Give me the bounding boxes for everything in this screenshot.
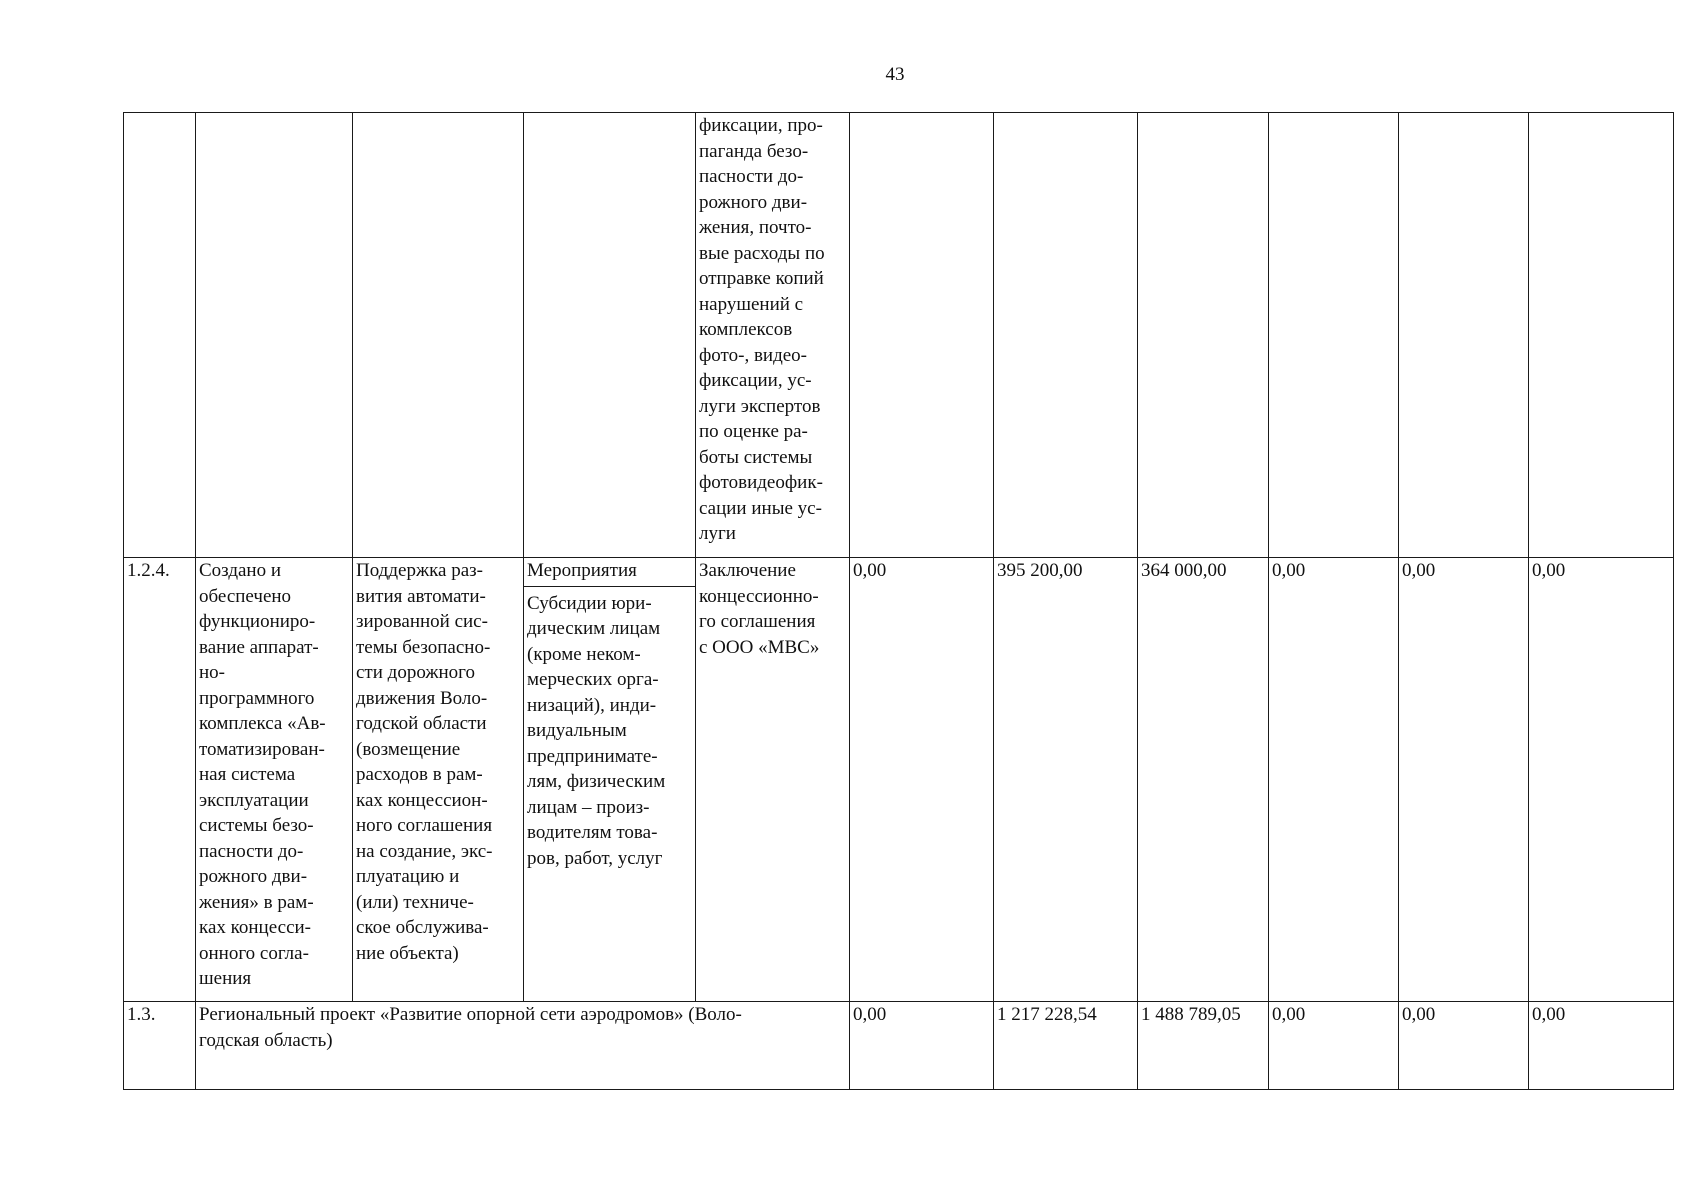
text-line: (кроме неком-	[527, 643, 641, 665]
text-line: луги экспертов	[699, 395, 821, 417]
text-line: сации иные ус-	[699, 497, 822, 519]
cell-value: 1 217 228,54	[994, 1002, 1138, 1090]
text-line: программного	[199, 687, 315, 709]
cell-value	[1138, 113, 1269, 558]
text-line: Региональный проект «Развитие опорной сети аэродромов» (Воло-	[199, 1004, 742, 1025]
cell-subtype	[527, 587, 692, 872]
table-row-continuation	[124, 113, 1674, 558]
text-line: функциониро-	[199, 611, 316, 632]
text-line: водителям това-	[527, 822, 658, 843]
cell-name	[196, 113, 353, 558]
text-line: дическим лицам	[527, 618, 661, 639]
text-line: движения Воло-	[356, 687, 488, 709]
text-line: жения, почто-	[699, 217, 812, 238]
cell-value	[1529, 113, 1674, 558]
text-line: эксплуатации	[199, 789, 309, 811]
text-line: Создано и	[199, 560, 282, 581]
text-line: ров, работ, услуг	[527, 847, 663, 869]
cell-value: 0,00	[1269, 558, 1399, 1002]
cell-name	[196, 558, 353, 1002]
cell-type	[524, 558, 696, 1002]
page-number: 43	[885, 64, 905, 85]
text-line: комплексов	[699, 319, 793, 340]
table-row-1-2-4	[124, 558, 1674, 1002]
text-line: жения» в рам-	[199, 891, 314, 913]
text-line: го соглашения	[699, 611, 816, 632]
text-line: концессионно-	[699, 585, 819, 607]
text-line: рожного дви-	[699, 191, 808, 213]
cell-type	[524, 113, 696, 558]
cell-type-label: Мероприятия	[524, 558, 695, 587]
cell-text	[696, 558, 850, 1002]
text-line: с ООО «МВС»	[699, 636, 820, 658]
text-line: нарушений с	[699, 293, 804, 315]
text-line: пасности до-	[699, 166, 804, 187]
text-line: онного согла-	[199, 942, 309, 964]
cell-value: 0,00	[1529, 1002, 1674, 1090]
text-line: системы безо-	[199, 815, 314, 836]
text-line: расходов в рам-	[356, 764, 483, 785]
text-line: Поддержка раз-	[356, 560, 483, 581]
cell-direction	[353, 113, 524, 558]
text-line: (или) техниче-	[356, 891, 474, 913]
text-line: фотовидеофик-	[699, 472, 823, 493]
text-line: фиксации, ус-	[699, 370, 812, 391]
text-line: зированной сис-	[356, 611, 488, 632]
text-line: годской области	[356, 713, 487, 734]
text-line: вые расходы по	[699, 242, 825, 264]
cell-value: 0,00	[850, 1002, 994, 1090]
cell-id: 1.3.	[124, 1002, 196, 1090]
text-line: ного соглашения	[356, 815, 493, 836]
text-line: низаций), инди-	[527, 694, 657, 716]
text-line: комплекса «Ав-	[199, 713, 326, 734]
text-line: но-	[199, 662, 225, 683]
cell-project-title	[196, 1002, 850, 1090]
text-line: обеспечено	[199, 585, 292, 607]
cell-value	[1269, 113, 1399, 558]
cell-value: 395 200,00	[994, 558, 1138, 1002]
text-line: паганда безо-	[699, 140, 809, 162]
text-line: боты системы	[699, 446, 813, 468]
cell-value	[994, 113, 1138, 558]
text-line: лям, физическим	[527, 771, 666, 792]
text-line: ная система	[199, 764, 296, 785]
cell-value: 0,00	[850, 558, 994, 1002]
text-line: лицам – произ-	[527, 796, 650, 818]
cell-value: 1 488 789,05	[1138, 1002, 1269, 1090]
text-line: пасности до-	[199, 840, 304, 862]
text-line: плуатацию и	[356, 866, 460, 887]
cell-id	[124, 113, 196, 558]
text-line: на создание, экс-	[356, 840, 493, 862]
text-line: сти дорожного	[356, 662, 475, 683]
text-line: томатизирован-	[199, 738, 325, 760]
text-line: фиксации, про-	[699, 115, 823, 136]
cell-value: 364 000,00	[1138, 558, 1269, 1002]
text-line: ние объекта)	[356, 942, 459, 964]
text-line: ское обслужива-	[356, 917, 489, 938]
text-line: Субсидии юри-	[527, 592, 652, 614]
cell-text	[696, 113, 850, 558]
budget-table	[123, 112, 1674, 1090]
cell-value: 0,00	[1399, 558, 1529, 1002]
cell-value	[1399, 113, 1529, 558]
text-line: годская область)	[199, 1029, 333, 1051]
text-line: луги	[699, 523, 736, 544]
cell-value	[850, 113, 994, 558]
cell-direction	[353, 558, 524, 1002]
text-line: темы безопасно-	[356, 636, 491, 658]
text-line: вития автомати-	[356, 585, 486, 607]
text-line: мерческих орга-	[527, 669, 659, 690]
cell-value: 0,00	[1269, 1002, 1399, 1090]
text-line: вание аппарат-	[199, 636, 319, 658]
text-line: предпринимате-	[527, 745, 658, 767]
text-line: по оценке ра-	[699, 421, 808, 442]
text-line: видуальным	[527, 720, 627, 741]
table-row-1-3	[124, 1002, 1674, 1090]
text-line: ках концессион-	[356, 789, 488, 811]
text-line: отправке копий	[699, 268, 824, 289]
text-line: ках концесси-	[199, 917, 311, 938]
cell-id: 1.2.4.	[124, 558, 196, 1002]
text-line: шения	[199, 968, 252, 989]
text-line: фото-, видео-	[699, 344, 808, 366]
cell-value: 0,00	[1529, 558, 1674, 1002]
text-line: Заключение	[699, 560, 796, 581]
text-line: (возмещение	[356, 738, 461, 760]
text-line: рожного дви-	[199, 866, 308, 887]
cell-value: 0,00	[1399, 1002, 1529, 1090]
